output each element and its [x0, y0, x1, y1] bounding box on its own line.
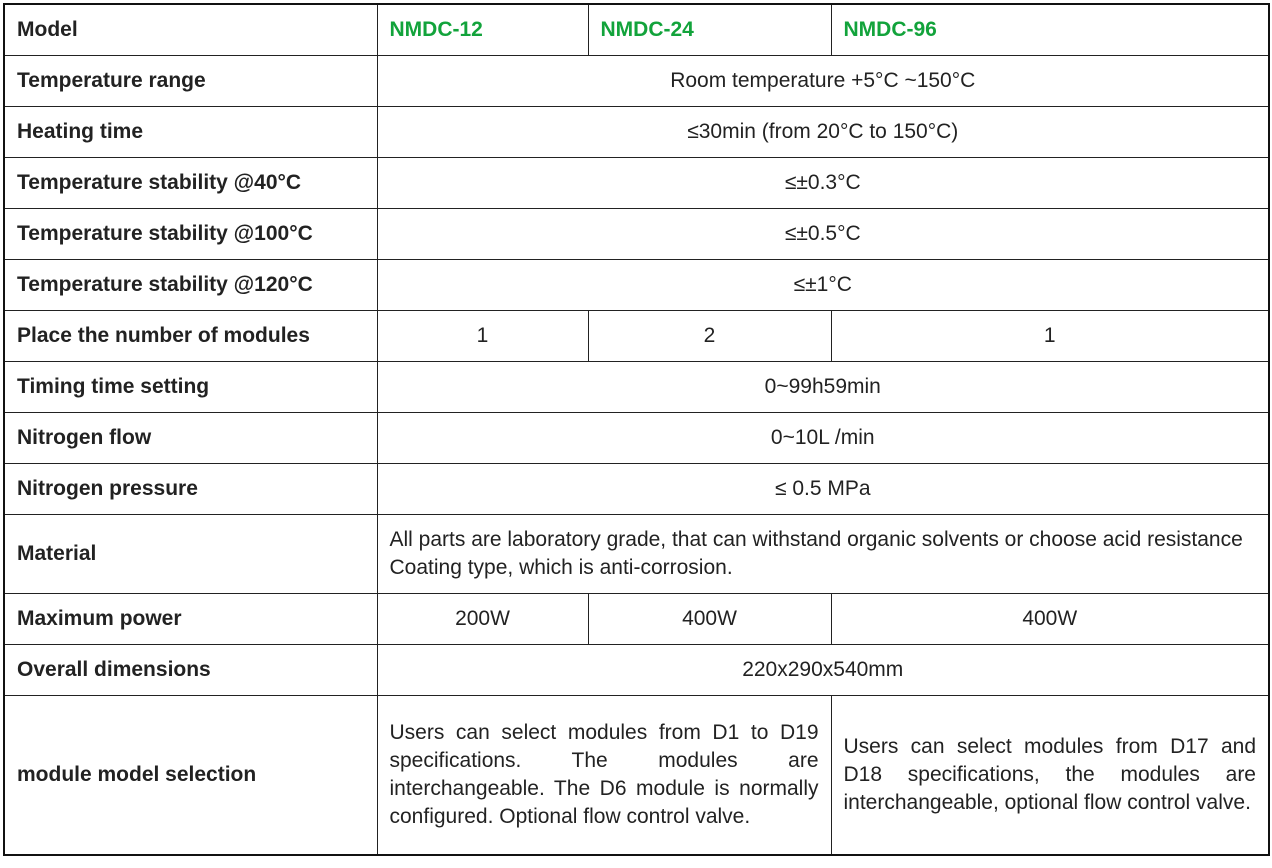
table-row: [4, 413, 1269, 464]
row-label: Nitrogen flow: [4, 413, 377, 464]
table-row: [4, 696, 1269, 856]
row-value: ≤30min (from 20°C to 150°C): [377, 107, 1269, 158]
row-label: Material: [4, 515, 377, 594]
row-label: Place the number of modules: [4, 311, 377, 362]
row-label: Nitrogen pressure: [4, 464, 377, 515]
model-header-label: Model: [4, 4, 377, 56]
table-row: [4, 56, 1269, 107]
row-label: Temperature stability @100°C: [4, 209, 377, 260]
row-label: Temperature range: [4, 56, 377, 107]
table-row: [4, 362, 1269, 413]
table-row: [4, 515, 1269, 594]
row-value: 0~99h59min: [377, 362, 1269, 413]
row-label: Overall dimensions: [4, 645, 377, 696]
header-row: [4, 4, 1269, 56]
table-row: [4, 209, 1269, 260]
row-value: ≤±0.5°C: [377, 209, 1269, 260]
row-label: Timing time setting: [4, 362, 377, 413]
row-label: module model selection: [4, 696, 377, 856]
row-value: 220x290x540mm: [377, 645, 1269, 696]
model-nmdc-24: NMDC-24: [588, 4, 831, 56]
table-row: [4, 594, 1269, 645]
row-value-nmdc-12: 200W: [377, 594, 588, 645]
row-value: ≤ 0.5 MPa: [377, 464, 1269, 515]
row-label: Temperature stability @40°C: [4, 158, 377, 209]
table-row: [4, 645, 1269, 696]
table-row: [4, 464, 1269, 515]
row-value-nmdc-96: Users can select modules from D17 and D18 specifications, the modules are interchangeable, optional flow control valve.: [831, 696, 1269, 856]
table-row: [4, 260, 1269, 311]
row-value: 0~10L /min: [377, 413, 1269, 464]
row-value-nmdc-96: 400W: [831, 594, 1269, 645]
row-label: Temperature stability @120°C: [4, 260, 377, 311]
row-value: Room temperature +5°C ~150°C: [377, 56, 1269, 107]
row-label: Maximum power: [4, 594, 377, 645]
specification-table: [3, 3, 1270, 856]
row-value-nmdc-24: 2: [588, 311, 831, 362]
row-value-nmdc-12: 1: [377, 311, 588, 362]
row-value-nmdc-12-24: Users can select modules from D1 to D19 specifications. The modules are interchangeable. The D6 module is normally configured. Optional flow control valve.: [377, 696, 831, 856]
row-value: All parts are laboratory grade, that can withstand organic solvents or choose acid resistance Coating type, which is anti-corrosion.: [377, 515, 1269, 594]
model-nmdc-96: NMDC-96: [831, 4, 1269, 56]
table-row: [4, 311, 1269, 362]
row-value: ≤±1°C: [377, 260, 1269, 311]
row-value: ≤±0.3°C: [377, 158, 1269, 209]
row-value-nmdc-24: 400W: [588, 594, 831, 645]
table-row: [4, 158, 1269, 209]
model-nmdc-12: NMDC-12: [377, 4, 588, 56]
row-value-nmdc-96: 1: [831, 311, 1269, 362]
row-label: Heating time: [4, 107, 377, 158]
table-row: [4, 107, 1269, 158]
